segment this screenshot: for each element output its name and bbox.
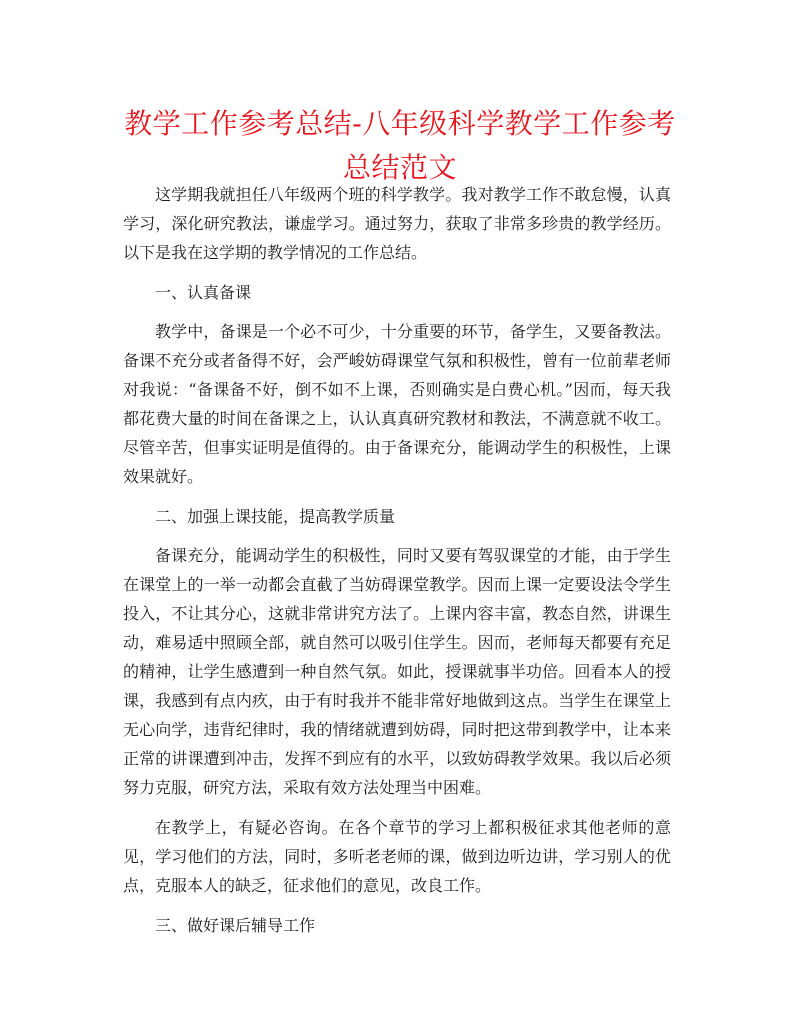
section-1-paragraph: 教学中，备课是一个必不可少，十分重要的环节，备学生，又要备教法。备课不充分或者备得不好，会严峻妨碍课堂气氛和积极性，曾有一位前辈老师对我说：“备课备不好，倒不如不上课，否则确实是白费心机。”因而，每天我都花费大量的时间在备课之上，认认真真研究教材和教法，不满意就不收工。尽管辛苦，但事实证明是值得的。由于备课充分，能调动学生的积极性，上课效果就好。 [123, 322, 671, 486]
section-2-paragraph-1: 备课充分，能调动学生的积极性，同时又要有驾驭课堂的才能，由于学生在课堂上的一举一动都会直截了当妨碍课堂教学。因而上课一定要设法令学生投入，不让其分心，这就非常讲究方法了。上课内容丰富，教态自然，讲课生动，难易适中照顾全部，就自然可以吸引住学生。因而，老师每天都要有充足的精神，让学生感遭到一种自然气氛。如此，授课就事半功倍。回看本人的授课，我感到有点内疚，由于有时我并不能非常好地做到这点。当学生在课堂上无心向学，违背纪律时，我的情绪就遭到妨碍，同时把这带到教学中，让本来正常的讲课遭到冲击，发挥不到应有的水平，以致妨碍教学效果。我以后必须努力克服，研究方法，采取有效方法处理当中困难。 [123, 546, 671, 797]
section-heading-2: 二、加强上课技能，提高教学质量 [155, 507, 396, 526]
section-2-paragraph-2: 在教学上，有疑必咨询。在各个章节的学习上都积极征求其他老师的意见，学习他们的方法，同时，多听老老师的课，做到边听边讲，学习别人的优点，克服本人的缺乏，征求他们的意见，改良工作。 [123, 818, 671, 895]
document-body [123, 180, 671, 950]
document-title: 教学工作参考总结-八年级科学教学工作参考总结范文 [124, 107, 676, 184]
section-heading-1: 一、认真备课 [155, 283, 252, 302]
section-heading-3: 三、做好课后辅导工作 [155, 916, 316, 935]
intro-paragraph: 这学期我就担任八年级两个班的科学教学。我对教学工作不敢怠慢，认真学习，深化研究教法，谦虚学习。通过努力，获取了非常多珍贵的教学经历。以下是我在这学期的教学情况的工作总结。 [123, 185, 671, 262]
